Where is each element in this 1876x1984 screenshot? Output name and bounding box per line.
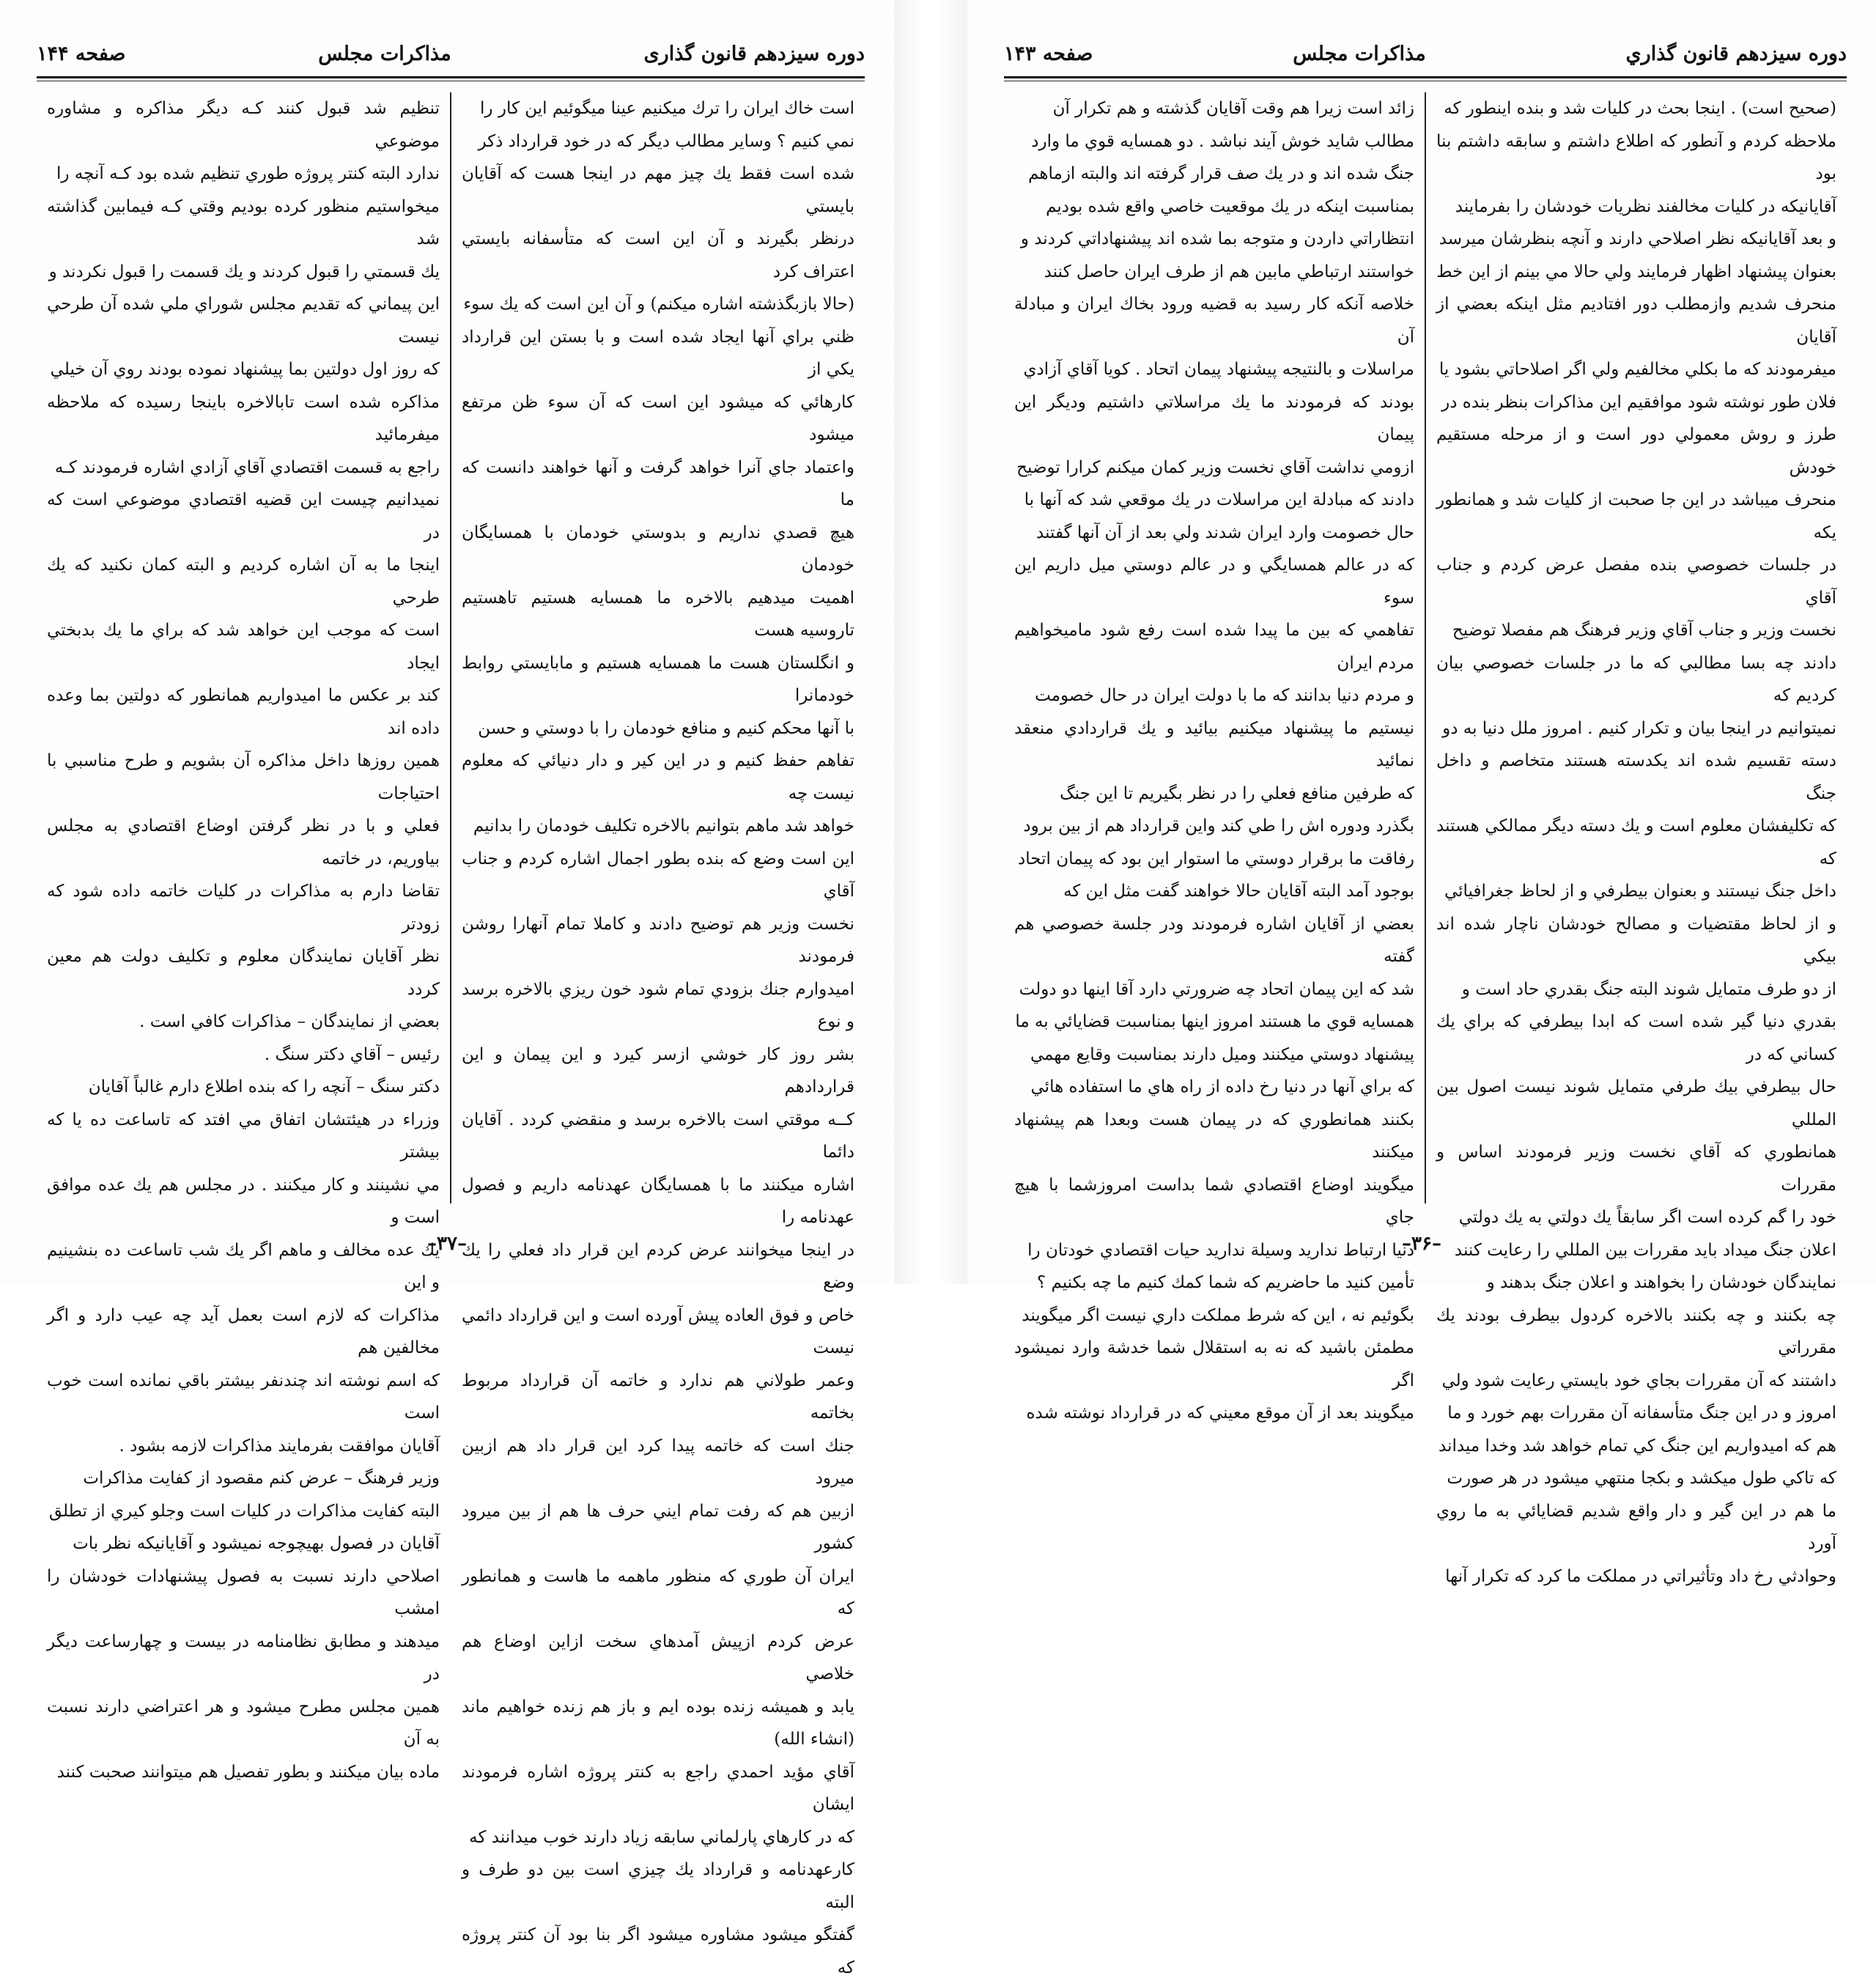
text-line: هم كه اميدواريم اين جنگ كي تمام خواهد شد وخدا ميداند [1439, 1436, 1836, 1456]
text-line: دنيا ارتباط نداريد وسيلة نداريد حيات اقتصادي خودتان را [1027, 1240, 1414, 1260]
header-rule [37, 76, 865, 78]
text-line: تنظيم شد قبول كنند كـه ديگر مذاكره و مشاوره موضوعي [47, 99, 440, 151]
text-line: خاص و فوق العاده پيش آورده است و اين قرارداد دائمي نيست [462, 1305, 854, 1357]
text-line: نظر آقايان نمايندگان معلوم و تكليف دولت هم معين كردد [47, 947, 440, 999]
text-line: منحرف شديم وازمطلب دور افتاديم مثل اينكه بعضي از آقايان [1436, 295, 1836, 347]
text-line: نخست وزير هم توضيح دادند و كاملا تمام آنهارا روشن فرمودند [462, 914, 854, 966]
text-line: بمناسبت اينكه در يك موقعيت خاصي واقع شده بوديم [1046, 196, 1414, 216]
text-line: آقايان در فصول بهيچوجه نميشود و آقايانيكه نظر بات [73, 1534, 440, 1553]
text-line: تفاهم حفظ كنيم و در اين كير و دار دنيائي كه معلوم نيست چه [462, 751, 854, 803]
text-line: يابد و هميشه زنده بوده ايم و باز هم زنده خواهيم ماند (انشاء الله) [462, 1697, 854, 1749]
text-line: حال بيطرفي بيك طرفي متمايل شوند نيست اصول بين المللي [1436, 1077, 1836, 1129]
text-line: همسايه قوي ما هستند امروز اينها بمناسبت قضايائي به ما [1015, 1012, 1414, 1031]
text-line: (حالا بازبگذشته اشاره ميكنم) و آن اين است كه يك سوء [463, 295, 854, 314]
text-line: نمي كنيم ؟ وساير مطالب ديگر كه در خود قرارداد ذكر [478, 131, 854, 151]
text-line: است خاك ايران را ترك ميكنيم عينا ميگوئيم اين كار را [480, 99, 854, 118]
text-line: گفتگو ميشود مشاوره ميشود اگر بنا بود آن كنتر پروژه كه [462, 1925, 854, 1977]
text-line: اشاره ميكنند ما با همسايگان عهدنامه داريم و فصول عهدنامه را [462, 1175, 854, 1227]
text-line: ازومي نداشت آقاي نخست وزير كمان ميكنم كرارا توضيح [1016, 457, 1414, 477]
text-line: ظني براي آنها ايجاد شده است و با بستن اين قرارداد يكي از [462, 327, 854, 379]
text-line: يك قسمتي را قبول كردند و يك قسمت را قبول نكردند و [48, 262, 440, 281]
text-line: بگذرد ودوره اش را طي كند واين قرارداد هم از بين برود [1023, 816, 1414, 836]
header-page-label: صفحه ۱۴۴ [37, 42, 126, 65]
text-line: اين پيماني كه تقديم مجلس شوراي ملي شده آن طرحي نيست [47, 295, 440, 347]
text-line: بقدري دنيا گير شده است كه ابدا بيطرفي كه براي يك كساني كه در [1436, 1012, 1836, 1064]
text-line: كه در عالم همسايگي و در عالم دوستي ميل داريم اين سوء [1014, 556, 1414, 608]
text-line: وعمر طولاني هم ندارد و خاتمه آن قرارداد مربوط بخاتمه [462, 1371, 854, 1423]
text-line: همين روزها داخل مذاكره آن بشويم و طرح مناسبي با احتياجات [47, 751, 440, 803]
text-line: تأمين كنيد ما حاضريم كه شما كمك كنيم ما چه بكنيم ؟ [1037, 1273, 1414, 1292]
text-line: كه تاكي طول ميكشد و بكجا منتهي ميشود در هر صورت [1447, 1469, 1836, 1488]
text-line: نميتوانيم در اينجا بيان و تكرار كنيم . امروز ملل دنيا به دو [1442, 718, 1836, 738]
text-line: البته كفايت مذاكرات در كليات است وجلو كيري از تطلق [48, 1501, 440, 1521]
text-line: بشر روز كار خوشي ازسر كيرد و اين پيمان و اين قراردادهم [462, 1044, 854, 1096]
text-line: است كه موجب اين خواهد شد كه براي ما يك بدبختي ايجاد [47, 621, 440, 673]
header-title: مذاکرات مجلس [318, 42, 451, 65]
text-line: اصلاحي دارند نسبت به فصول پيشنهادات خودشان را امشب [47, 1566, 440, 1618]
text-line: نمايندگان خودشان را بخواهند و اعلان جنگ بدهند و [1486, 1273, 1836, 1292]
page-143 [967, 0, 1876, 1586]
text-line: بودند كه فرمودند ما يك مراسلاتي داشتيم وديگر اين پيمان [1014, 392, 1414, 444]
text-line: بعضي از نمايندگان – مذاكرات كافي است . [139, 1012, 440, 1031]
text-column-right [451, 92, 865, 1977]
text-line: آقاي مؤيد احمدي راجع به كنتر پروژه اشاره فرمودند ايشان [462, 1762, 854, 1814]
text-line: هيچ قصدي نداريم و بدوستي خودمان با همسايگان خودمان [462, 523, 854, 575]
text-line: نميدانيم چيست اين قضيه اقتصادي موضوعي است كه در [47, 490, 440, 542]
text-line: دكتر سنگ – آنچه را كه بنده اطلاع دارم غالباً آقايان [88, 1077, 440, 1096]
header-rule [1004, 76, 1847, 78]
text-line: ميگويند اوضاع اقتصادي شما بداست امروزشما با هيچ جاي [1014, 1175, 1414, 1227]
text-line: داشتند كه آن مقررات بجاي خود بايستي رعايت شود ولي [1441, 1371, 1836, 1390]
text-line: با آنها محكم كنيم و منافع خودمان را با دوستي و حسن [478, 718, 854, 738]
text-line: بعنوان پيشنهاد اظهار فرمايند ولي حالا مي بينم از اين خط [1436, 262, 1836, 281]
header-page-label: صفحه ۱۴۳ [1004, 42, 1093, 65]
text-line: مذاكره شده است تابالاخره باينجا رسيده كه ملاحظه ميفرمائيد [47, 392, 440, 444]
text-line: چه بكنند و چه بكنند بالاخره كردول بيطرف بودند يك مقرراتي [1436, 1305, 1836, 1357]
page-number: –۳۷– [427, 1233, 467, 1255]
header-title: مذاكرات مجلس [1293, 42, 1426, 65]
text-line: و انگلستان هست ما همسايه هستيم و مابايستي روابط خودمانرا [462, 653, 854, 705]
text-line: خواهد شد ماهم بتوانيم بالاخره تكليف خودمان را بدانيم [473, 816, 854, 836]
text-line: ميدهند و مطابق نظامنامه در بيست و چهارساعت ديگر در [47, 1631, 440, 1684]
text-line: انتظاراتي داردن و متوجه بما شده اند پيشنهاداتي كردند و [1020, 229, 1414, 248]
text-line: ملاحظه كردم و آنطور كه اطلاع داشتم و سابقه داشتم بنا بود [1436, 131, 1836, 183]
text-line: در اينجا ميخوانند عرض كردم اين قرار داد فعلي را يك وضع [462, 1240, 854, 1292]
text-line: زائد است زيرا هم وقت آقايان گذشته و هم تكرار آن [1052, 99, 1414, 118]
text-line: ايران آن طوري كه منظور ماهمه ما هاست و همانطور كه [462, 1566, 854, 1618]
text-line: ميفرمودند كه ما بكلي مخالفيم ولي اگر اصلاحاتي بشود يا [1439, 360, 1836, 379]
text-line: راجع به قسمت اقتصادي آقاي آزادي اشاره فرمودند كـه [54, 457, 440, 477]
text-line: كند بر عكس ما اميدواريم همانطور كه دولتين بما وعده داده اند [47, 686, 440, 738]
text-line: فعلي و با در نظر گرفتن اوضاع اقتصادي به مجلس بياوريم، در خاتمه [47, 816, 440, 869]
text-line: كه روز اول دولتين بما پيشنهاد نموده بودند روي آن خيلي [50, 360, 440, 379]
column-divider [450, 92, 451, 1203]
text-line: كــه موقتي است بالاخره برسد و منقضي كردد . آقايان دائما [462, 1110, 854, 1162]
text-line: دادند كه مبادلة اين مراسلات در يك موقعي شد كه آنها با [1024, 490, 1414, 509]
text-line: نيستيم ما پيشنهاد ميكنيم بيائيد و يك قراردادي منعقد نمائيد [1014, 718, 1414, 770]
text-line: امروز و در اين جنگ متأسفانه آن مقررات بهم خورد و ما [1447, 1404, 1836, 1423]
text-line: ماده بيان ميكنند و بطور تفصيل هم ميتوانند صحبت كنند [56, 1762, 440, 1782]
text-line: و از لحاظ مقتضيات و مصالح خودشان ناچار شده اند بيكي [1436, 914, 1836, 966]
text-line: فلان طور نوشته شود موافقيم اين مذاكرات بنظر بنده در [1441, 392, 1836, 412]
text-line: اهميت ميدهيم بالاخره ما همسايه هستيم تاهستيم تاروسيه هست [462, 588, 854, 640]
text-line: عرض كردم ازپيش آمدهاي سخت ازاين اوضاع هم خلاصي [462, 1631, 854, 1684]
text-line: كارهائي كه ميشود اين است كه آن سوء ظن مرتفع ميشود [462, 392, 854, 444]
text-line: داخل جنگ نيستند و بعنوان بيطرفي و از لحاظ جغرافيائي [1444, 882, 1836, 901]
page-header [1004, 32, 1847, 75]
text-line: و بعد آقايانيكه نظر اصلاحي دارند و آنچه بنظرشان ميرسد [1439, 229, 1836, 248]
text-column-right [1426, 92, 1847, 1586]
text-line: كه تكليفشان معلوم است و يك دسته ديگر ممالكي هستند كه [1436, 816, 1836, 869]
text-line: جنگ شده اند و در يك صف قرار گرفته اند والبته ازماهم [1028, 164, 1414, 183]
page-number: –۳۶– [1402, 1233, 1441, 1255]
text-line: آقايانيكه در كليات مخالفند نظريات خودشان را بفرمايند [1455, 196, 1836, 216]
text-line: پيشنهاد دوستي ميكنند وميل دارند بمناسبت وقايع مهمي [1030, 1044, 1414, 1064]
book-gutter [894, 0, 967, 1284]
text-line: وزير فرهنگ – عرض كنم مقصود از كفايت مذاكرات [83, 1469, 440, 1488]
text-line: نخست وزير و جناب آقاي وزير فرهنگ هم مفصلا توضيح [1452, 621, 1836, 640]
text-line: مذاكرات كه لازم است بعمل آيد چه عيب دارد و اگر مخالفين هم [47, 1305, 440, 1357]
text-line: كه براي آنها در دنيا رخ داده از راه هاي ما استفاده هائي [1030, 1077, 1414, 1096]
text-line: از دو طرف متمايل شوند البته جنگ بقدري حاد است و [1461, 979, 1836, 999]
text-line: شده است فقط يك چيز مهم در اينجا هست كه آقايان بايستي [462, 164, 854, 216]
text-line: خواستند ارتباطي مابين هم از طرف ايران حاصل كنند [1044, 262, 1414, 281]
text-line: خود را گم كرده است اگر سابقاً يك دولتي به يك دولتي [1458, 1208, 1836, 1227]
text-line: ميگويند بعد از آن موقع معيني كه در قرارداد نوشته شده [1026, 1404, 1414, 1423]
text-line: واعتماد جاي آنرا خواهد گرفت و آنها خواهند دانست كه ما [462, 457, 854, 509]
text-line: كه در كارهاي پارلماني سابقه زياد دارند خوب ميدانند كه [469, 1827, 854, 1847]
text-line: ما هم در اين گير و دار واقع شديم قضايائي به ما روي آورد [1436, 1501, 1836, 1553]
text-line: اينجا ما به آن اشاره كرديم و البته كمان نكنيد كه يك طرحي [47, 556, 440, 608]
text-line: ازبين هم كه رفت تمام ايني حرف ها هم از بين ميرود كشور [462, 1501, 854, 1553]
header-period: دوره سيزدهم قانون گذاري [1625, 42, 1847, 65]
text-line: دادند چه بسا مطالبي كه ما در جلسات خصوصي بيان كرديم كه [1436, 653, 1836, 705]
text-line: و مردم دنيا بدانند كه ما با دولت ايران در حال خصومت [1035, 686, 1414, 705]
text-line: تفاهمي كه بين ما پيدا شده است رفع شود ماميخواهيم مردم ايران [1014, 621, 1414, 673]
text-line: درنظر بگيرند و آن اين است كه متأسفانه بايستي اعتراف كرد [462, 229, 854, 281]
text-line: مراسلات و بالنتيجه پيشنهاد پيمان اتحاد . كويا آقاي آزادي [1023, 360, 1414, 379]
text-line: مي نشينند و كار ميكنند . در مجلس هم يك عده موافق است و [47, 1175, 440, 1227]
text-line: بعضي از آقايان اشاره فرمودند ودر جلسة خصوصي هم گفته [1014, 914, 1414, 966]
text-line: همين مجلس مطرح ميشود و هر اعتراضي دارند نسبت به آن [47, 1697, 440, 1749]
text-line: كارعهدنامه و قرارداد يك چيزي است بين دو طرف و البته [462, 1860, 854, 1912]
text-line: همانطوري كه آقاي نخست وزير فرمودند اساس و مقررات [1436, 1143, 1836, 1195]
text-line: اميدوارم جنك بزودي تمام شود خون ريزي بالاخره برسد و نوع [462, 979, 854, 1031]
text-line: (صحيح است) . اينجا بحث در كليات شد و بنده اينطور كه [1444, 99, 1836, 118]
text-line: خلاصه آنكه كار رسيد به قضيه ورود بخاك ايران و مبادلة آن [1014, 295, 1414, 347]
header-period: دوره سیزدهم قانون گذاری [643, 42, 865, 65]
text-line: يك عده مخالف و ماهم اگر يك شب تاساعت ده بنشينيم و اين [47, 1240, 440, 1292]
text-line: اين است وضع كه بنده بطور اجمال اشاره كردم و جناب آقاي [462, 849, 854, 901]
text-line: حال خصومت وارد ايران شدند ولي بعد از آن آنها گفتند [1036, 523, 1414, 542]
text-line: جنك است كه خاتمه پيدا كرد اين قرار داد هم ازبين ميرود [462, 1436, 854, 1488]
text-line: مطمئن باشيد كه نه به استقلال شما خدشة وارد نميشود اگر [1014, 1338, 1414, 1390]
text-line: بوجود آمد البته آقايان حالا خواهند گفت مثل اين كه [1063, 882, 1414, 901]
text-line: بكنند همانطوري كه در پيمان هست وبعدا هم پيشنهاد ميكنند [1014, 1110, 1414, 1162]
text-line: ندارد البته كنتر پروژه طوري تنظيم شده بود كـه آنچه را [56, 164, 440, 183]
text-line: آقايان موافقت بفرمايند مذاكرات لازمه بشود . [119, 1436, 440, 1456]
text-line: مطالب شايد خوش آيند نباشد . دو همسايه قوي ما وارد [1031, 131, 1414, 151]
text-line: وزراء در هيئتشان اتفاق مي افتد كه تاساعت ده يا كه بيشتر [47, 1110, 440, 1162]
text-line: دسته تقسيم شده اند يكدسته هستند متخاصم و داخل جنگ [1436, 751, 1836, 803]
text-line: در جلسات خصوصي بنده مفصل عرض كردم و جناب آقاي [1436, 556, 1836, 608]
text-line: وحوادثي رخ داد وتأثيراتي در مملكت ما كرد كه تكرار آنها [1445, 1566, 1836, 1586]
text-line: تقاضا دارم به مذاكرات در كليات خاتمه داده شود كه زودتر [47, 882, 440, 934]
text-line: رفاقت ما برقرار دوستي ما استوار اين بود كه پيمان اتحاد [1018, 849, 1414, 869]
page-144 [0, 0, 894, 1977]
text-line: شد كه اين پيمان اتحاد چه ضرورتي دارد آقا اينها دو دولت [1019, 979, 1414, 999]
text-line: كه اسم نوشته اند چندنفر بيشتر باقي نمانده است خوب است [47, 1371, 440, 1423]
text-line: اعلان جنگ ميداد بايد مقررات بين المللي را رعايت كنند [1454, 1240, 1836, 1260]
page-header [37, 32, 865, 75]
text-line: بگوئيم نه ، اين كه شرط مملكت داري نيست اگر ميگويند [1022, 1305, 1414, 1325]
text-line: رئيس – آقاي دكتر سنگ . [264, 1044, 440, 1064]
column-divider [1425, 92, 1426, 1203]
text-line: طرز و روش معمولي دور است و از مرحله مستقيم خودش [1436, 425, 1836, 477]
text-line: ميخواستيم منظور كرده بوديم وقتي كـه فيمابين گذاشته شد [47, 196, 440, 248]
text-line: كه طرفين منافع فعلي را در نظر بگيريم تا اين جنگ [1060, 783, 1414, 803]
text-line: منحرف ميباشد در اين جا صحبت از كليات شد و همانطور يكه [1436, 490, 1836, 542]
